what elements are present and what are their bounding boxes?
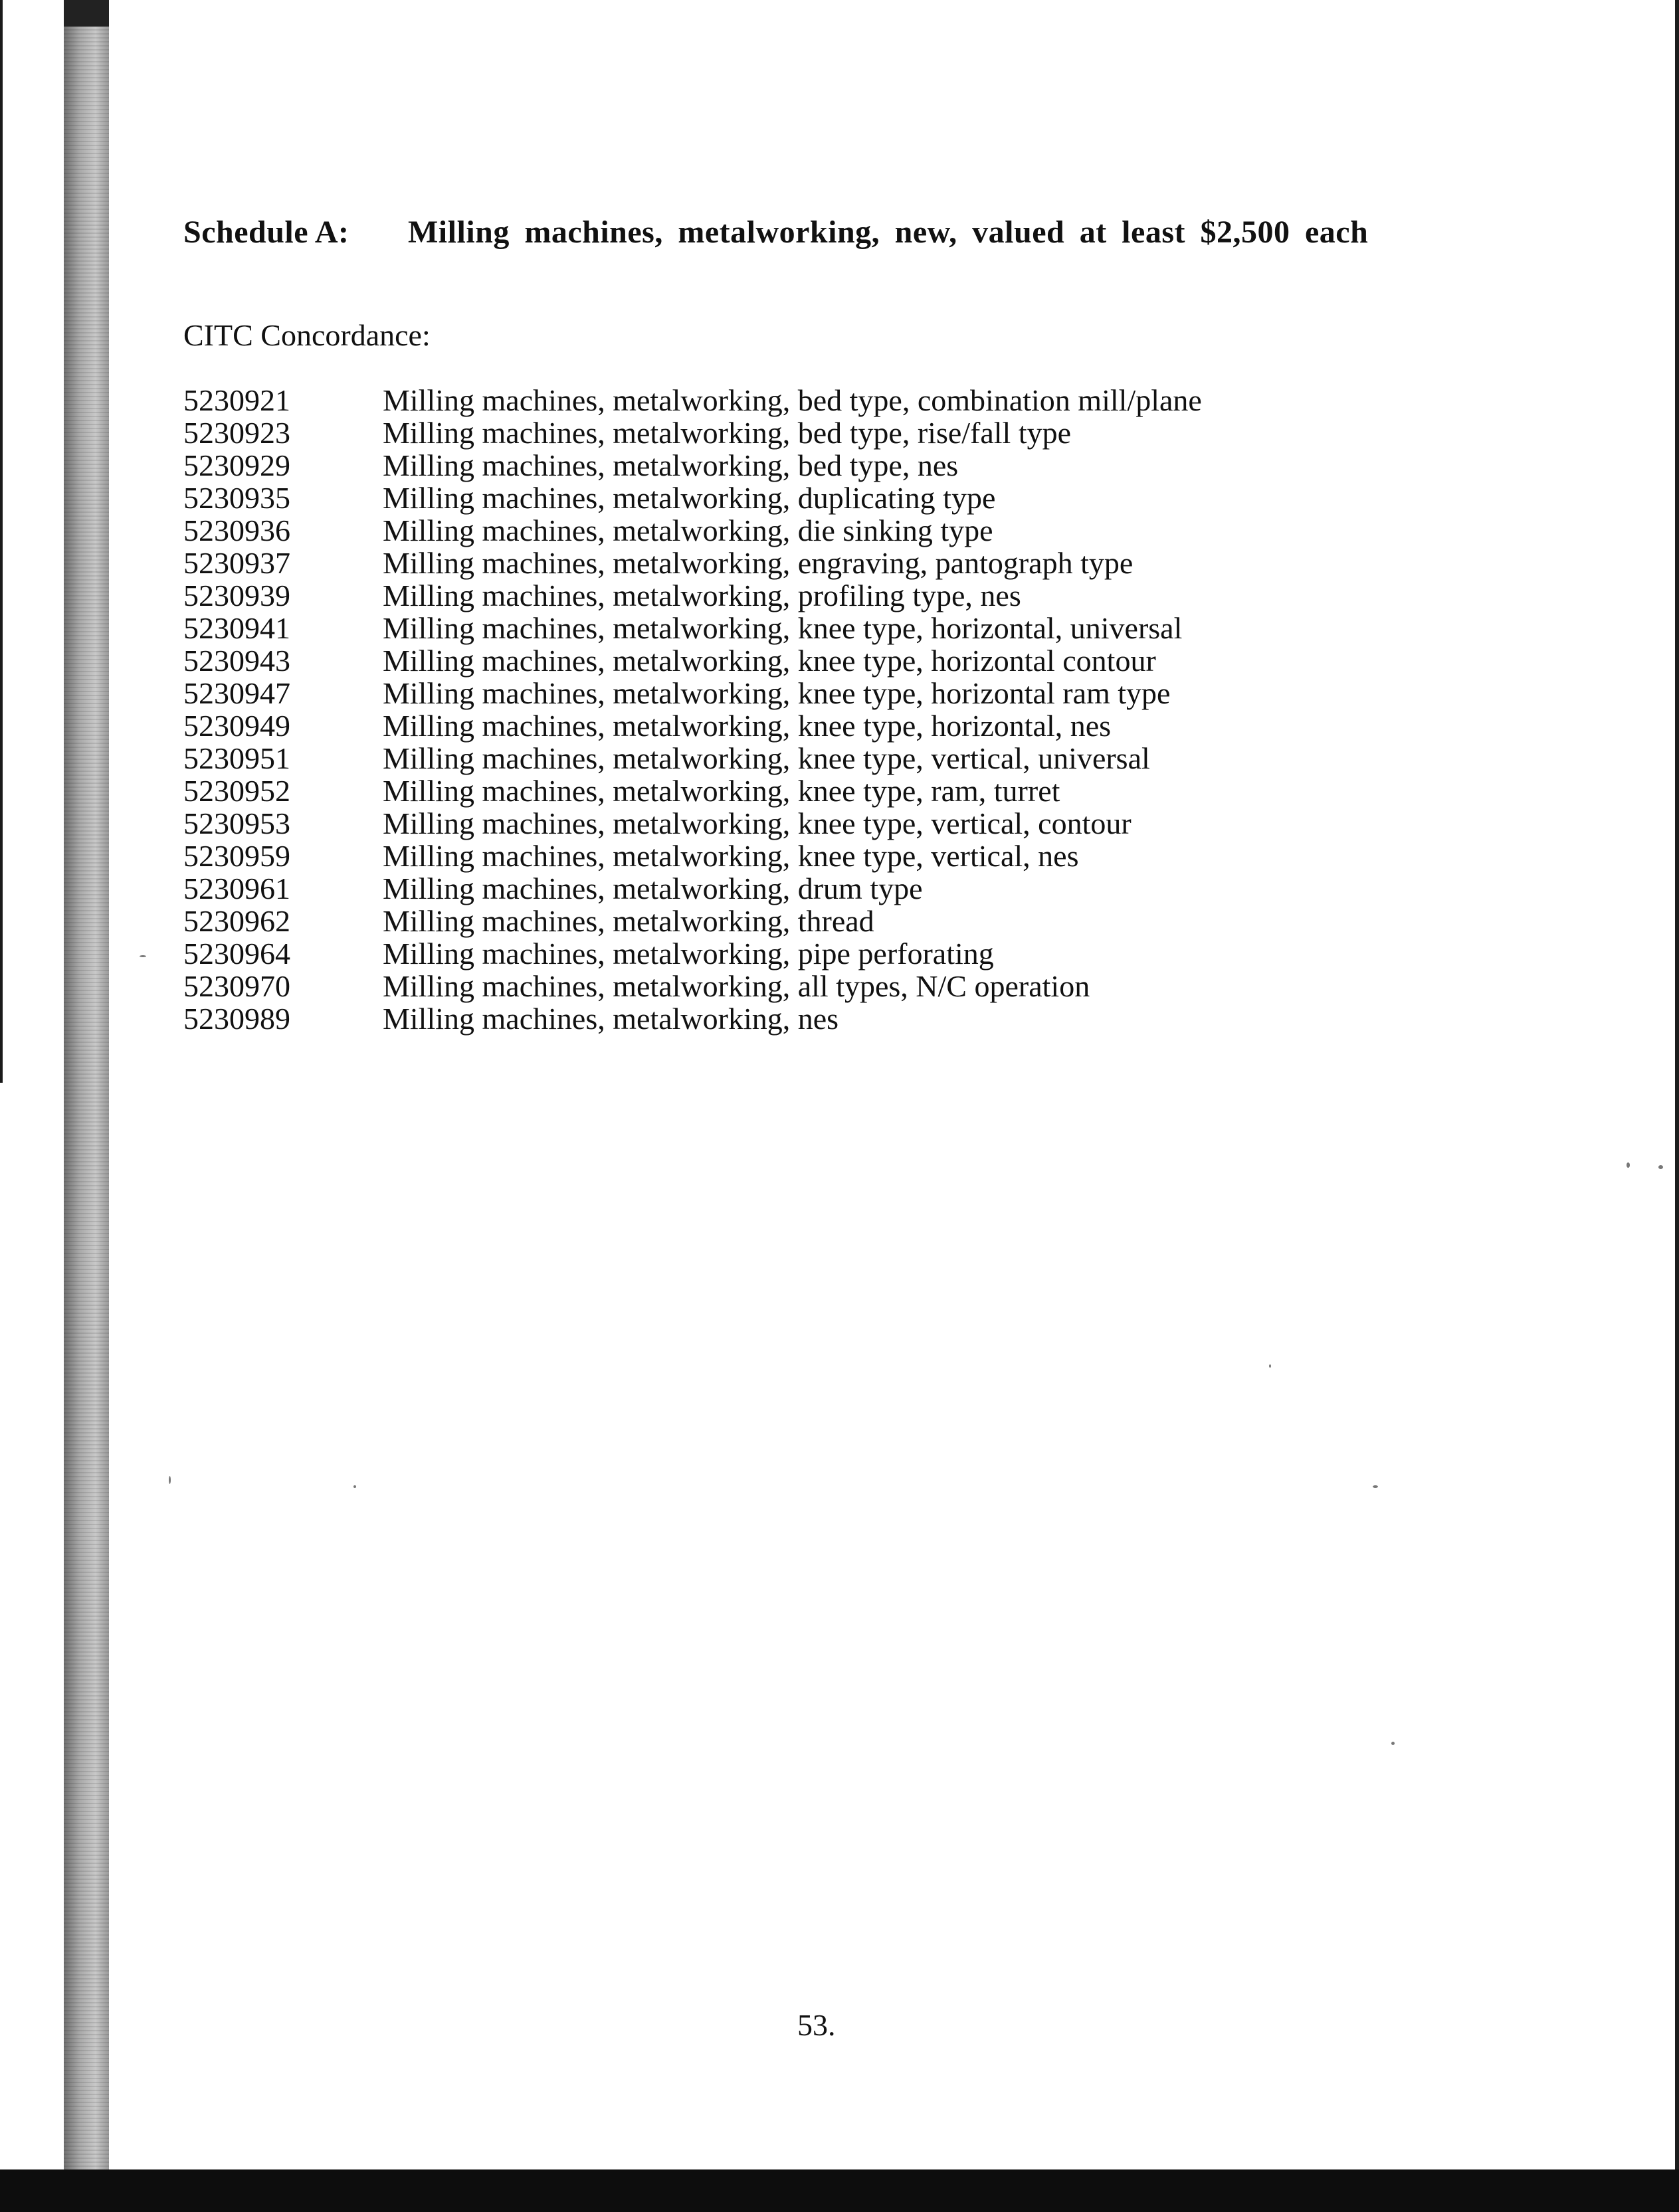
list-item	[183, 644, 1446, 677]
item-description: Milling machines, metalworking, knee type, horizontal, universal	[383, 611, 1183, 645]
scan-speck	[140, 955, 146, 957]
list-item	[183, 775, 1446, 807]
item-description: Milling machines, metalworking, drum type	[383, 872, 923, 905]
item-code: 5230952	[183, 774, 290, 808]
item-code: 5230921	[183, 383, 290, 417]
item-code: 5230937	[183, 546, 290, 580]
item-code: 5230970	[183, 969, 290, 1003]
item-description: Milling machines, metalworking, knee type, horizontal contour	[383, 644, 1156, 678]
item-description: Milling machines, metalworking, engraving, pantograph type	[383, 546, 1134, 580]
item-code: 5230989	[183, 1002, 290, 1036]
item-description: Milling machines, metalworking, knee type, vertical, nes	[383, 839, 1079, 873]
scan-binding-edge	[64, 0, 109, 2171]
item-description: Milling machines, metalworking, pipe perforating	[383, 937, 994, 970]
page-number: 53.	[797, 2008, 836, 2042]
item-description: Milling machines, metalworking, knee type, ram, turret	[383, 774, 1060, 808]
item-code: 5230953	[183, 806, 290, 840]
scan-speck	[1269, 1364, 1271, 1368]
item-description: Milling machines, metalworking, nes	[383, 1002, 839, 1036]
item-description: Milling machines, metalworking, knee type, vertical, contour	[383, 806, 1132, 840]
item-description: Milling machines, metalworking, bed type, rise/fall type	[383, 416, 1072, 450]
scan-speck	[353, 1485, 356, 1488]
item-description: Milling machines, metalworking, knee type, horizontal ram type	[383, 676, 1171, 710]
list-item	[183, 579, 1446, 612]
schedule-title: Milling machines, metalworking, new, valued at least $2,500 each	[408, 215, 1369, 250]
scan-speck	[1373, 1485, 1378, 1488]
concordance-label: CITC Concordance:	[183, 318, 431, 352]
scan-left-edge	[0, 0, 3, 1083]
item-description: Milling machines, metalworking, knee type, horizontal, nes	[383, 709, 1112, 743]
concordance-list	[183, 384, 1446, 1035]
item-description: Milling machines, metalworking, thread	[383, 904, 874, 938]
schedule-label: Schedule A:	[183, 215, 349, 250]
item-code: 5230959	[183, 839, 290, 873]
item-code: 5230941	[183, 611, 290, 645]
list-item	[183, 482, 1446, 514]
item-code: 5230951	[183, 741, 290, 775]
item-description: Milling machines, metalworking, bed type, nes	[383, 448, 959, 482]
list-item	[183, 840, 1446, 872]
item-code: 5230929	[183, 448, 290, 482]
list-item	[183, 970, 1446, 1002]
list-item	[183, 937, 1446, 970]
item-code: 5230964	[183, 937, 290, 970]
item-code: 5230935	[183, 481, 290, 515]
item-description: Milling machines, metalworking, duplicating type	[383, 481, 996, 515]
scan-speck	[1658, 1165, 1663, 1169]
list-item	[183, 709, 1446, 742]
list-item	[183, 905, 1446, 937]
item-description: Milling machines, metalworking, profiling type, nes	[383, 579, 1021, 612]
item-code: 5230949	[183, 709, 290, 743]
schedule-heading	[183, 214, 1368, 250]
list-item	[183, 547, 1446, 579]
scan-binding-corner	[64, 0, 109, 27]
list-item	[183, 514, 1446, 547]
item-code: 5230923	[183, 416, 290, 450]
scan-right-edge	[1675, 0, 1679, 2212]
list-item	[183, 807, 1446, 840]
item-code: 5230943	[183, 644, 290, 678]
item-description: Milling machines, metalworking, bed type, combination mill/plane	[383, 383, 1202, 417]
list-item	[183, 384, 1446, 416]
item-description: Milling machines, metalworking, all types, N/C operation	[383, 969, 1090, 1003]
item-code: 5230961	[183, 872, 290, 905]
scan-speck	[1627, 1162, 1630, 1168]
item-code: 5230939	[183, 579, 290, 612]
list-item	[183, 677, 1446, 709]
list-item	[183, 612, 1446, 644]
scan-speck	[169, 1476, 171, 1484]
list-item	[183, 742, 1446, 775]
list-item	[183, 1002, 1446, 1035]
list-item	[183, 449, 1446, 482]
item-description: Milling machines, metalworking, knee type, vertical, universal	[383, 741, 1150, 775]
list-item	[183, 872, 1446, 905]
scan-bottom-band	[0, 2169, 1679, 2212]
list-item	[183, 416, 1446, 449]
item-description: Milling machines, metalworking, die sinking type	[383, 513, 993, 547]
item-code: 5230947	[183, 676, 290, 710]
item-code: 5230962	[183, 904, 290, 938]
item-code: 5230936	[183, 513, 290, 547]
scan-speck	[1391, 1742, 1395, 1745]
